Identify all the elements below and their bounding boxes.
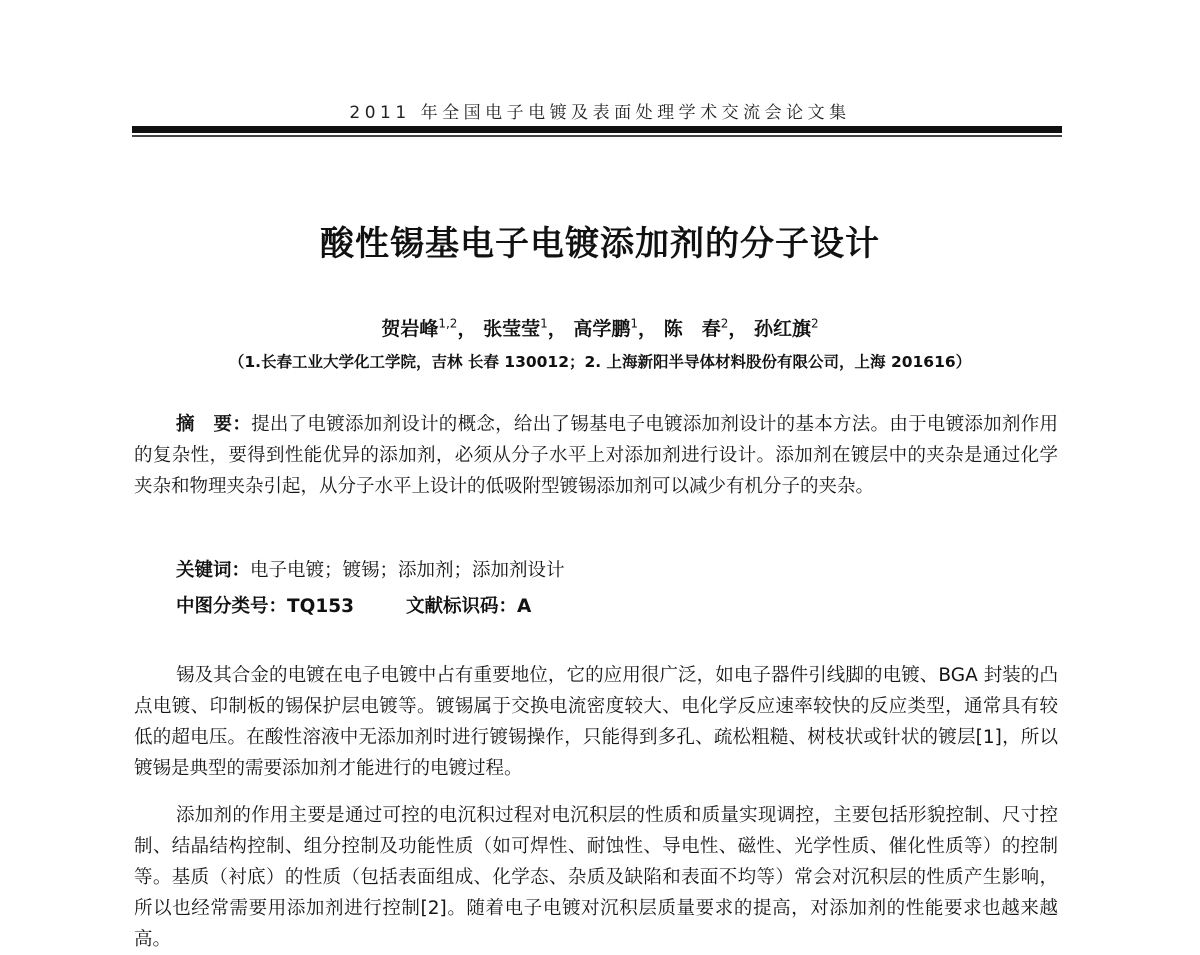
keywords <box>176 556 565 582</box>
author-name: 孙红旗 <box>753 318 811 340</box>
doc-code-value: A <box>517 596 532 617</box>
paper-title: 酸性锡基电子电镀添加剂的分子设计 <box>320 224 880 264</box>
author-list <box>0 314 1200 341</box>
author-separator: ， <box>457 318 477 340</box>
author-name: 张莹莹 <box>483 318 541 340</box>
author-affil-mark: 2 <box>720 316 729 331</box>
abstract-text: 提出了电镀添加剂设计的概念，给出了锡基电子电镀添加剂设计的基本方法。由于电镀添加剂作用的复杂性，要得到性能优异的添加剂，必须从分子水平上对添加剂进行设计。添加剂在镀层中的夹杂是通过化学夹杂和物理夹杂引起，从分子水平上设计的低吸附型镀锡添加剂可以减少有机分子的夹杂。 <box>134 414 1058 497</box>
keywords-label: 关键词： <box>176 560 251 581</box>
author-separator: ， <box>638 318 658 340</box>
header-rule-thin <box>132 135 1062 137</box>
classification-label: 中图分类号： <box>176 596 288 617</box>
abstract-label: 摘 要： <box>176 414 252 435</box>
classification-value: TQ153 <box>287 596 354 617</box>
author-name: 贺岩峰 <box>381 318 439 340</box>
keywords-text: 电子电镀；镀锡；添加剂；添加剂设计 <box>250 560 565 581</box>
body-paragraph: 锡及其合金的电镀在电子电镀中占有重要地位，它的应用很广泛，如电子器件引线脚的电镀、BGA 封装的凸点电镀、印制板的锡保护层电镀等。镀锡属于交换电流密度较大、电化学反应速率较快的反应类型，通常具有较低的超电压。在酸性溶液中无添加剂时进行镀锡操作，只能得到多孔、疏松粗糙、树枝状或针状的镀层[1]，所以镀锡是典型的需要添加剂才能进行的电镀过程。 <box>134 665 1058 779</box>
author-name: 高学鹏 <box>573 318 631 340</box>
header-rule-thick <box>132 126 1062 133</box>
author-affil-mark: 1,2 <box>438 316 458 331</box>
doc-code-label: 文献标识码： <box>405 596 517 617</box>
running-header: 2011 年全国电子电镀及表面处理学术交流会论文集 <box>349 103 851 123</box>
author-name: 陈 春 <box>663 318 721 340</box>
author-affil-mark: 2 <box>811 316 819 331</box>
affiliations: （1.长春工业大学化工学院，吉林 长春 130012；2. 上海新阳半导体材料股份有限公司，上海 201616） <box>228 353 972 371</box>
body-paragraph: 添加剂的作用主要是通过可控的电沉积过程对电沉积层的性质和质量实现调控，主要包括形貌控制、尺寸控制、结晶结构控制、组分控制及功能性质（如可焊性、耐蚀性、导电性、磁性、光学性质、催化性质等）的控制等。基质（衬底）的性质（包括表面组成、化学态、杂质及缺陷和表面不均等）常会对沉积层的性质产生影响，所以也经常需要用添加剂进行控制[2]。随着电子电镀对沉积层质量要求的提高，对添加剂的性能要求也越来越高。 <box>134 805 1058 950</box>
author-separator: ， <box>547 318 567 340</box>
author-separator: ， <box>728 318 748 340</box>
author-affil-mark: 1 <box>540 316 548 331</box>
author-affil-mark: 1 <box>630 316 639 331</box>
abstract <box>134 409 1058 502</box>
classification-line <box>176 592 531 618</box>
